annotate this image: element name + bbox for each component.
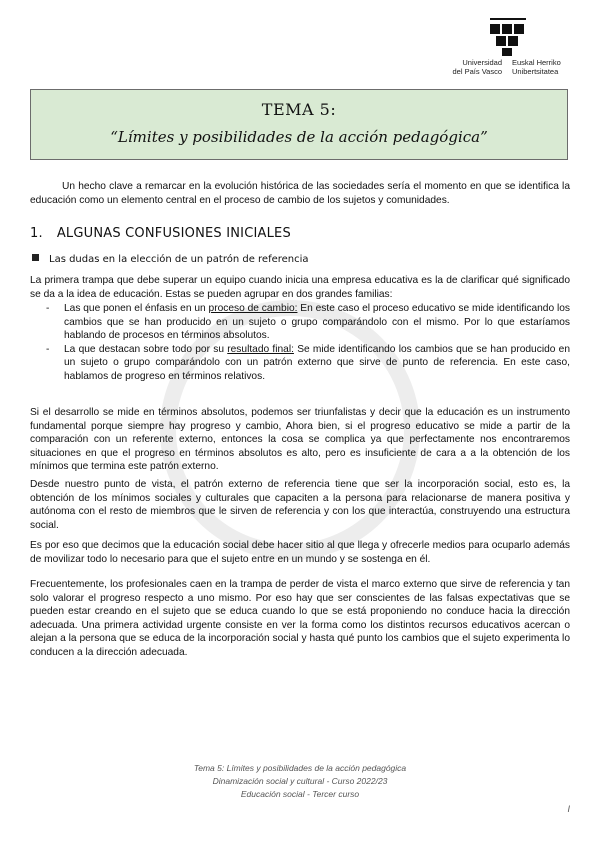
logo-eu-line1: Euskal Herriko	[512, 58, 561, 67]
list-item-underlined: resultado final:	[227, 343, 294, 355]
footer	[0, 762, 600, 801]
families-list	[30, 302, 570, 384]
footer-line1: Tema 5: Límites y posibilidades de la acción pedagógica	[193, 763, 407, 773]
paragraph-4: Es por eso que decimos que la educación social debe hacer sitio al que llega y ofrecerle medios para ocuparlo además de movilizar todo lo necesario para que el sujeto entre en un mundo y se sostenga en él.	[30, 540, 570, 565]
paragraph-5: Frecuentemente, los profesionales caen en la trampa de perder de vista el marco externo que sirve de referencia y tan solo valorar el progreso respecto a uno mismo. Por eso hay que ser conscientes de las falsas expectativas que se pueden estar creando en el sujeto que se educa cuando lo que se está proponiendo no conduce hacia la dirección adecuada. Una primera actividad urgente consiste en ver la forma como los distintos recursos educativos acercan o alejan a la persona que se educa de la incorporación social y hasta qué punto los cambios que el sujeto experimenta lo conducen a la dirección adecuada.	[30, 579, 570, 658]
list-item-text: En este caso el proceso educativo se mide identificando los cambios que se han producido en un sujeto o grupo comparándolo con el mismo. Por lo que estaríamos hablando de procesos en términos absolutos.	[64, 303, 570, 342]
list-item	[30, 302, 570, 343]
section-number: 1.	[30, 226, 43, 241]
university-logo	[438, 14, 578, 78]
title-box	[30, 89, 568, 160]
title-line2: “Límites y posibilidades de la acción pedagógica”	[110, 128, 488, 146]
title-line1: TEMA 5:	[261, 100, 337, 119]
footer-line3: Educación social - Tercer curso	[240, 789, 360, 799]
paragraph-1: La primera trampa que debe superar un equipo cuando inicia una empresa educativa es la de clarificar qué significado se da a la idea de educación. Estas se pueden agrupar en dos grandes familias:	[30, 275, 570, 300]
logo-es-line1: Universidad	[462, 58, 502, 67]
logo-text-eu	[512, 58, 578, 76]
list-item-underlined: proceso de cambio:	[208, 303, 298, 314]
logo-eu-line2: Unibertsitatea	[512, 67, 559, 76]
footer-line2: Dinamización social y cultural - Curso 2022/23	[212, 776, 388, 786]
page-number: I	[567, 804, 570, 814]
logo-text-es	[444, 58, 502, 76]
paragraph-2: Si el desarrollo se mide en términos absolutos, podemos ser triunfalistas y decir que la educación es un instrumento fundamental porque siempre hay progreso y cambio, Ahora bien, si el progreso educativo se mide a partir de la comparación con un referente externo, entonces la cosa se complica ya que perfectamente nos encontraremos situaciones en que el progreso en términos absolutos es alto, pero es insuficiente de cara a a la obtención de los mínimos que termina este patrón externo.	[30, 407, 570, 473]
dash-bullet: -	[46, 343, 50, 355]
intro-paragraph: Un hecho clave a remarcar en la evolución histórica de las sociedades sería el momento en que se identifica la educación como un elemento central en el proceso de cambio de los sujetos y comunidades.	[30, 181, 570, 206]
section-heading	[30, 226, 291, 241]
upv-ehu-logo-icon	[490, 18, 528, 56]
list-item-text: La que destacan sobre todo por su	[64, 343, 228, 355]
list-item	[30, 343, 570, 384]
square-bullet-icon	[32, 254, 39, 261]
section-title: ALGUNAS CONFUSIONES INICIALES	[56, 226, 291, 241]
list-item-text: Se mide identificando los cambios que se han producido en un sujeto o grupo comparándolo con un patrón externo que sirve de punto de referencia. En este caso, hablamos de progreso en términos relativos.	[64, 343, 570, 382]
dash-bullet: -	[46, 303, 50, 314]
paragraph-3: Desde nuestro punto de vista, el patrón externo de referencia tiene que ser la incorporación social, esto es, la obtención de los mínimos sociales y culturales que capaciten a la persona para relacionarse de manera positiva y autónoma con el resto de miembros que le sirven de referencia y con los que interactúa, construyendo una estructura social.	[30, 479, 570, 531]
subsection-heading	[30, 254, 309, 265]
subsection-title: Las dudas en la elección de un patrón de referencia	[49, 254, 309, 265]
list-item-text: Las que ponen el énfasis en un	[64, 303, 209, 314]
logo-es-line2: del País Vasco	[452, 67, 502, 76]
